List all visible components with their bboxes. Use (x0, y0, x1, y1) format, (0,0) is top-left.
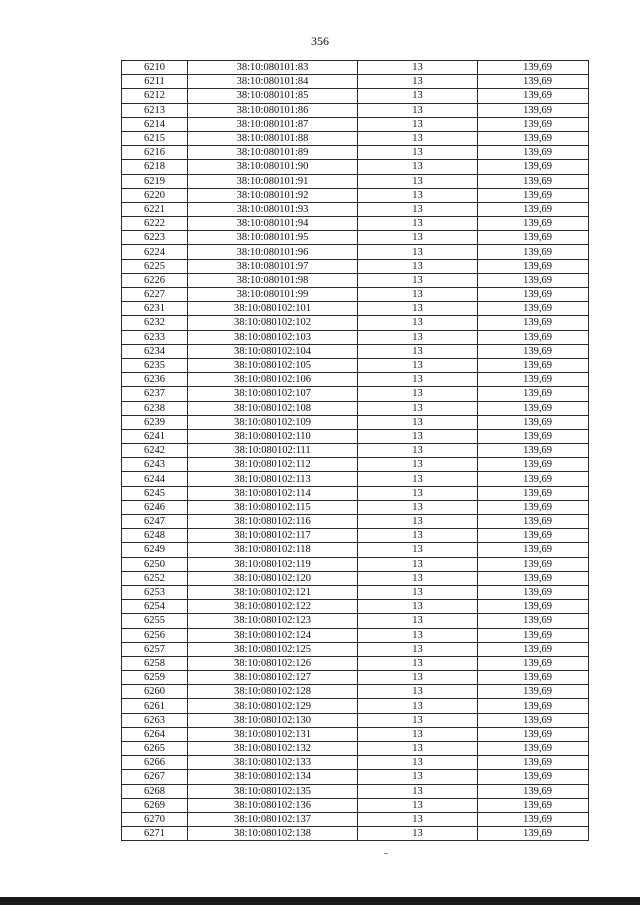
table-row (122, 500, 589, 514)
row-number-cell: 6254 (122, 600, 188, 614)
table-body (122, 61, 589, 841)
cadastral-number-cell: 38:10:080101:96 (188, 245, 358, 259)
quantity-cell: 13 (358, 628, 478, 642)
row-number-cell: 6218 (122, 160, 188, 174)
quantity-cell: 13 (358, 742, 478, 756)
row-number-cell: 6242 (122, 444, 188, 458)
price-cell: 139,69 (478, 515, 589, 529)
row-number-cell: 6235 (122, 358, 188, 372)
row-number-cell: 6214 (122, 117, 188, 131)
quantity-cell: 13 (358, 202, 478, 216)
table-row (122, 344, 589, 358)
quantity-cell: 13 (358, 557, 478, 571)
cadastral-number-cell: 38:10:080102:130 (188, 713, 358, 727)
cadastral-number-cell: 38:10:080101:97 (188, 259, 358, 273)
quantity-cell: 13 (358, 429, 478, 443)
cadastral-number-cell: 38:10:080102:105 (188, 358, 358, 372)
quantity-cell: 13 (358, 458, 478, 472)
row-number-cell: 6261 (122, 699, 188, 713)
table-row (122, 543, 589, 557)
table-row (122, 557, 589, 571)
table-row (122, 288, 589, 302)
cadastral-number-cell: 38:10:080102:127 (188, 671, 358, 685)
row-number-cell: 6264 (122, 727, 188, 741)
table-row (122, 742, 589, 756)
cadastral-number-cell: 38:10:080101:89 (188, 146, 358, 160)
table-row (122, 61, 589, 75)
cadastral-number-cell: 38:10:080102:109 (188, 415, 358, 429)
row-number-cell: 6223 (122, 231, 188, 245)
table-row (122, 529, 589, 543)
quantity-cell: 13 (358, 486, 478, 500)
cadastral-number-cell: 38:10:080102:122 (188, 600, 358, 614)
quantity-cell: 13 (358, 259, 478, 273)
cadastral-number-cell: 38:10:080101:92 (188, 188, 358, 202)
cadastral-number-cell: 38:10:080102:111 (188, 444, 358, 458)
table-row (122, 798, 589, 812)
cadastral-number-cell: 38:10:080102:123 (188, 614, 358, 628)
table-row (122, 103, 589, 117)
price-cell: 139,69 (478, 713, 589, 727)
quantity-cell: 13 (358, 472, 478, 486)
row-number-cell: 6255 (122, 614, 188, 628)
table-row (122, 671, 589, 685)
price-cell: 139,69 (478, 146, 589, 160)
table-row (122, 812, 589, 826)
cadastral-number-cell: 38:10:080102:134 (188, 770, 358, 784)
row-number-cell: 6252 (122, 571, 188, 585)
price-cell: 139,69 (478, 742, 589, 756)
price-cell: 139,69 (478, 415, 589, 429)
quantity-cell: 13 (358, 160, 478, 174)
quantity-cell: 13 (358, 387, 478, 401)
cadastral-number-cell: 38:10:080102:132 (188, 742, 358, 756)
quantity-cell: 13 (358, 231, 478, 245)
cadastral-number-cell: 38:10:080101:86 (188, 103, 358, 117)
row-number-cell: 6213 (122, 103, 188, 117)
row-number-cell: 6260 (122, 685, 188, 699)
row-number-cell: 6259 (122, 671, 188, 685)
table-row (122, 571, 589, 585)
quantity-cell: 13 (358, 500, 478, 514)
cadastral-number-cell: 38:10:080102:115 (188, 500, 358, 514)
cadastral-number-cell: 38:10:080102:116 (188, 515, 358, 529)
scan-bottom-bar (0, 897, 640, 905)
price-cell: 139,69 (478, 160, 589, 174)
quantity-cell: 13 (358, 798, 478, 812)
row-number-cell: 6216 (122, 146, 188, 160)
price-cell: 139,69 (478, 444, 589, 458)
quantity-cell: 13 (358, 656, 478, 670)
price-cell: 139,69 (478, 387, 589, 401)
table-row (122, 784, 589, 798)
quantity-cell: 13 (358, 699, 478, 713)
table-row (122, 316, 589, 330)
row-number-cell: 6250 (122, 557, 188, 571)
row-number-cell: 6231 (122, 302, 188, 316)
price-cell: 139,69 (478, 571, 589, 585)
cadastral-number-cell: 38:10:080102:104 (188, 344, 358, 358)
row-number-cell: 6246 (122, 500, 188, 514)
quantity-cell: 13 (358, 529, 478, 543)
price-cell: 139,69 (478, 117, 589, 131)
cadastral-number-cell: 38:10:080101:99 (188, 288, 358, 302)
price-cell: 139,69 (478, 600, 589, 614)
price-cell: 139,69 (478, 827, 589, 841)
cadastral-number-cell: 38:10:080102:120 (188, 571, 358, 585)
price-cell: 139,69 (478, 245, 589, 259)
cadastral-number-cell: 38:10:080102:138 (188, 827, 358, 841)
price-cell: 139,69 (478, 472, 589, 486)
cadastral-number-cell: 38:10:080102:103 (188, 330, 358, 344)
row-number-cell: 6248 (122, 529, 188, 543)
cadastral-number-cell: 38:10:080102:133 (188, 756, 358, 770)
row-number-cell: 6219 (122, 174, 188, 188)
row-number-cell: 6263 (122, 713, 188, 727)
table-row (122, 628, 589, 642)
table-row (122, 486, 589, 500)
cadastral-number-cell: 38:10:080102:136 (188, 798, 358, 812)
row-number-cell: 6257 (122, 642, 188, 656)
table-row (122, 770, 589, 784)
row-number-cell: 6241 (122, 429, 188, 443)
row-number-cell: 6249 (122, 543, 188, 557)
price-cell: 139,69 (478, 784, 589, 798)
row-number-cell: 6258 (122, 656, 188, 670)
price-cell: 139,69 (478, 75, 589, 89)
row-number-cell: 6239 (122, 415, 188, 429)
quantity-cell: 13 (358, 770, 478, 784)
price-cell: 139,69 (478, 316, 589, 330)
cadastral-number-cell: 38:10:080102:101 (188, 302, 358, 316)
row-number-cell: 6220 (122, 188, 188, 202)
table-row (122, 727, 589, 741)
row-number-cell: 6256 (122, 628, 188, 642)
cadastral-number-cell: 38:10:080101:88 (188, 131, 358, 145)
row-number-cell: 6232 (122, 316, 188, 330)
table-row (122, 302, 589, 316)
price-cell: 139,69 (478, 131, 589, 145)
table-row (122, 358, 589, 372)
table-row (122, 472, 589, 486)
table-row (122, 146, 589, 160)
price-cell: 139,69 (478, 628, 589, 642)
quantity-cell: 13 (358, 217, 478, 231)
quantity-cell: 13 (358, 302, 478, 316)
page-number: 356 (311, 34, 329, 48)
row-number-cell: 6253 (122, 585, 188, 599)
price-cell: 139,69 (478, 330, 589, 344)
price-cell: 139,69 (478, 103, 589, 117)
table-row (122, 415, 589, 429)
price-cell: 139,69 (478, 373, 589, 387)
price-cell: 139,69 (478, 288, 589, 302)
cadastral-number-cell: 38:10:080102:135 (188, 784, 358, 798)
cadastral-number-cell: 38:10:080102:125 (188, 642, 358, 656)
table-row (122, 756, 589, 770)
quantity-cell: 13 (358, 330, 478, 344)
quantity-cell: 13 (358, 671, 478, 685)
price-cell: 139,69 (478, 585, 589, 599)
cadastral-number-cell: 38:10:080102:129 (188, 699, 358, 713)
quantity-cell: 13 (358, 784, 478, 798)
quantity-cell: 13 (358, 131, 478, 145)
price-cell: 139,69 (478, 656, 589, 670)
quantity-cell: 13 (358, 727, 478, 741)
cadastral-number-cell: 38:10:080101:90 (188, 160, 358, 174)
table-row (122, 685, 589, 699)
price-cell: 139,69 (478, 671, 589, 685)
table-row (122, 827, 589, 841)
price-cell: 139,69 (478, 231, 589, 245)
cadastral-number-cell: 38:10:080101:94 (188, 217, 358, 231)
table-row (122, 713, 589, 727)
cadastral-number-cell: 38:10:080102:117 (188, 529, 358, 543)
price-cell: 139,69 (478, 727, 589, 741)
quantity-cell: 13 (358, 571, 478, 585)
table-row (122, 330, 589, 344)
price-cell: 139,69 (478, 358, 589, 372)
cadastral-number-cell: 38:10:080102:118 (188, 543, 358, 557)
cadastral-number-cell: 38:10:080102:108 (188, 401, 358, 415)
row-number-cell: 6233 (122, 330, 188, 344)
price-cell: 139,69 (478, 344, 589, 358)
price-cell: 139,69 (478, 458, 589, 472)
row-number-cell: 6211 (122, 75, 188, 89)
cadastral-number-cell: 38:10:080102:106 (188, 373, 358, 387)
row-number-cell: 6247 (122, 515, 188, 529)
quantity-cell: 13 (358, 288, 478, 302)
price-cell: 139,69 (478, 174, 589, 188)
row-number-cell: 6221 (122, 202, 188, 216)
cadastral-number-cell: 38:10:080102:124 (188, 628, 358, 642)
cadastral-table-container (121, 60, 589, 841)
row-number-cell: 6234 (122, 344, 188, 358)
quantity-cell: 13 (358, 600, 478, 614)
row-number-cell: 6243 (122, 458, 188, 472)
table-row (122, 75, 589, 89)
price-cell: 139,69 (478, 756, 589, 770)
table-row (122, 231, 589, 245)
row-number-cell: 6222 (122, 217, 188, 231)
cadastral-number-cell: 38:10:080102:137 (188, 812, 358, 826)
quantity-cell: 13 (358, 75, 478, 89)
quantity-cell: 13 (358, 756, 478, 770)
quantity-cell: 13 (358, 515, 478, 529)
row-number-cell: 6215 (122, 131, 188, 145)
table-row (122, 217, 589, 231)
table-row (122, 600, 589, 614)
cadastral-number-cell: 38:10:080101:95 (188, 231, 358, 245)
row-number-cell: 6224 (122, 245, 188, 259)
row-number-cell: 6210 (122, 61, 188, 75)
quantity-cell: 13 (358, 358, 478, 372)
row-number-cell: 6268 (122, 784, 188, 798)
row-number-cell: 6236 (122, 373, 188, 387)
cadastral-table (121, 60, 589, 841)
row-number-cell: 6267 (122, 770, 188, 784)
price-cell: 139,69 (478, 770, 589, 784)
quantity-cell: 13 (358, 245, 478, 259)
table-row (122, 174, 589, 188)
cadastral-number-cell: 38:10:080102:128 (188, 685, 358, 699)
table-row (122, 515, 589, 529)
cadastral-number-cell: 38:10:080101:91 (188, 174, 358, 188)
row-number-cell: 6237 (122, 387, 188, 401)
cadastral-number-cell: 38:10:080102:126 (188, 656, 358, 670)
quantity-cell: 13 (358, 827, 478, 841)
cadastral-number-cell: 38:10:080101:93 (188, 202, 358, 216)
table-row (122, 160, 589, 174)
price-cell: 139,69 (478, 89, 589, 103)
table-row (122, 585, 589, 599)
quantity-cell: 13 (358, 344, 478, 358)
quantity-cell: 13 (358, 273, 478, 287)
cadastral-number-cell: 38:10:080101:83 (188, 61, 358, 75)
cadastral-number-cell: 38:10:080101:98 (188, 273, 358, 287)
table-row (122, 642, 589, 656)
cadastral-number-cell: 38:10:080102:119 (188, 557, 358, 571)
cadastral-number-cell: 38:10:080101:84 (188, 75, 358, 89)
quantity-cell: 13 (358, 117, 478, 131)
quantity-cell: 13 (358, 415, 478, 429)
row-number-cell: 6266 (122, 756, 188, 770)
cadastral-number-cell: 38:10:080102:112 (188, 458, 358, 472)
quantity-cell: 13 (358, 146, 478, 160)
price-cell: 139,69 (478, 188, 589, 202)
price-cell: 139,69 (478, 259, 589, 273)
quantity-cell: 13 (358, 61, 478, 75)
quantity-cell: 13 (358, 174, 478, 188)
price-cell: 139,69 (478, 500, 589, 514)
quantity-cell: 13 (358, 543, 478, 557)
quantity-cell: 13 (358, 642, 478, 656)
cadastral-number-cell: 38:10:080102:110 (188, 429, 358, 443)
cadastral-number-cell: 38:10:080101:87 (188, 117, 358, 131)
price-cell: 139,69 (478, 685, 589, 699)
cadastral-number-cell: 38:10:080102:113 (188, 472, 358, 486)
price-cell: 139,69 (478, 401, 589, 415)
price-cell: 139,69 (478, 61, 589, 75)
price-cell: 139,69 (478, 273, 589, 287)
price-cell: 139,69 (478, 217, 589, 231)
quantity-cell: 13 (358, 444, 478, 458)
row-number-cell: 6245 (122, 486, 188, 500)
table-row (122, 614, 589, 628)
row-number-cell: 6270 (122, 812, 188, 826)
cadastral-number-cell: 38:10:080102:102 (188, 316, 358, 330)
row-number-cell: 6265 (122, 742, 188, 756)
quantity-cell: 13 (358, 188, 478, 202)
row-number-cell: 6244 (122, 472, 188, 486)
price-cell: 139,69 (478, 614, 589, 628)
price-cell: 139,69 (478, 202, 589, 216)
table-row (122, 444, 589, 458)
row-number-cell: 6269 (122, 798, 188, 812)
price-cell: 139,69 (478, 798, 589, 812)
price-cell: 139,69 (478, 699, 589, 713)
price-cell: 139,69 (478, 529, 589, 543)
cadastral-number-cell: 38:10:080102:107 (188, 387, 358, 401)
table-row (122, 699, 589, 713)
row-number-cell: 6238 (122, 401, 188, 415)
cadastral-number-cell: 38:10:080102:131 (188, 727, 358, 741)
table-row (122, 259, 589, 273)
cadastral-number-cell: 38:10:080102:114 (188, 486, 358, 500)
table-row (122, 656, 589, 670)
table-row (122, 387, 589, 401)
table-row (122, 202, 589, 216)
price-cell: 139,69 (478, 486, 589, 500)
quantity-cell: 13 (358, 89, 478, 103)
cadastral-number-cell: 38:10:080102:121 (188, 585, 358, 599)
quantity-cell: 13 (358, 103, 478, 117)
quantity-cell: 13 (358, 812, 478, 826)
price-cell: 139,69 (478, 812, 589, 826)
quantity-cell: 13 (358, 373, 478, 387)
table-row (122, 458, 589, 472)
table-row (122, 188, 589, 202)
row-number-cell: 6227 (122, 288, 188, 302)
table-row (122, 373, 589, 387)
price-cell: 139,69 (478, 429, 589, 443)
quantity-cell: 13 (358, 585, 478, 599)
price-cell: 139,69 (478, 557, 589, 571)
quantity-cell: 13 (358, 685, 478, 699)
table-row (122, 89, 589, 103)
table-row (122, 273, 589, 287)
row-number-cell: 6271 (122, 827, 188, 841)
table-row (122, 429, 589, 443)
table-row (122, 117, 589, 131)
price-cell: 139,69 (478, 642, 589, 656)
cadastral-number-cell: 38:10:080101:85 (188, 89, 358, 103)
row-number-cell: 6225 (122, 259, 188, 273)
table-row (122, 245, 589, 259)
quantity-cell: 13 (358, 614, 478, 628)
quantity-cell: 13 (358, 713, 478, 727)
quantity-cell: 13 (358, 401, 478, 415)
table-row (122, 131, 589, 145)
row-number-cell: 6226 (122, 273, 188, 287)
price-cell: 139,69 (478, 302, 589, 316)
scan-mark (384, 853, 388, 854)
price-cell: 139,69 (478, 543, 589, 557)
row-number-cell: 6212 (122, 89, 188, 103)
table-row (122, 401, 589, 415)
quantity-cell: 13 (358, 316, 478, 330)
